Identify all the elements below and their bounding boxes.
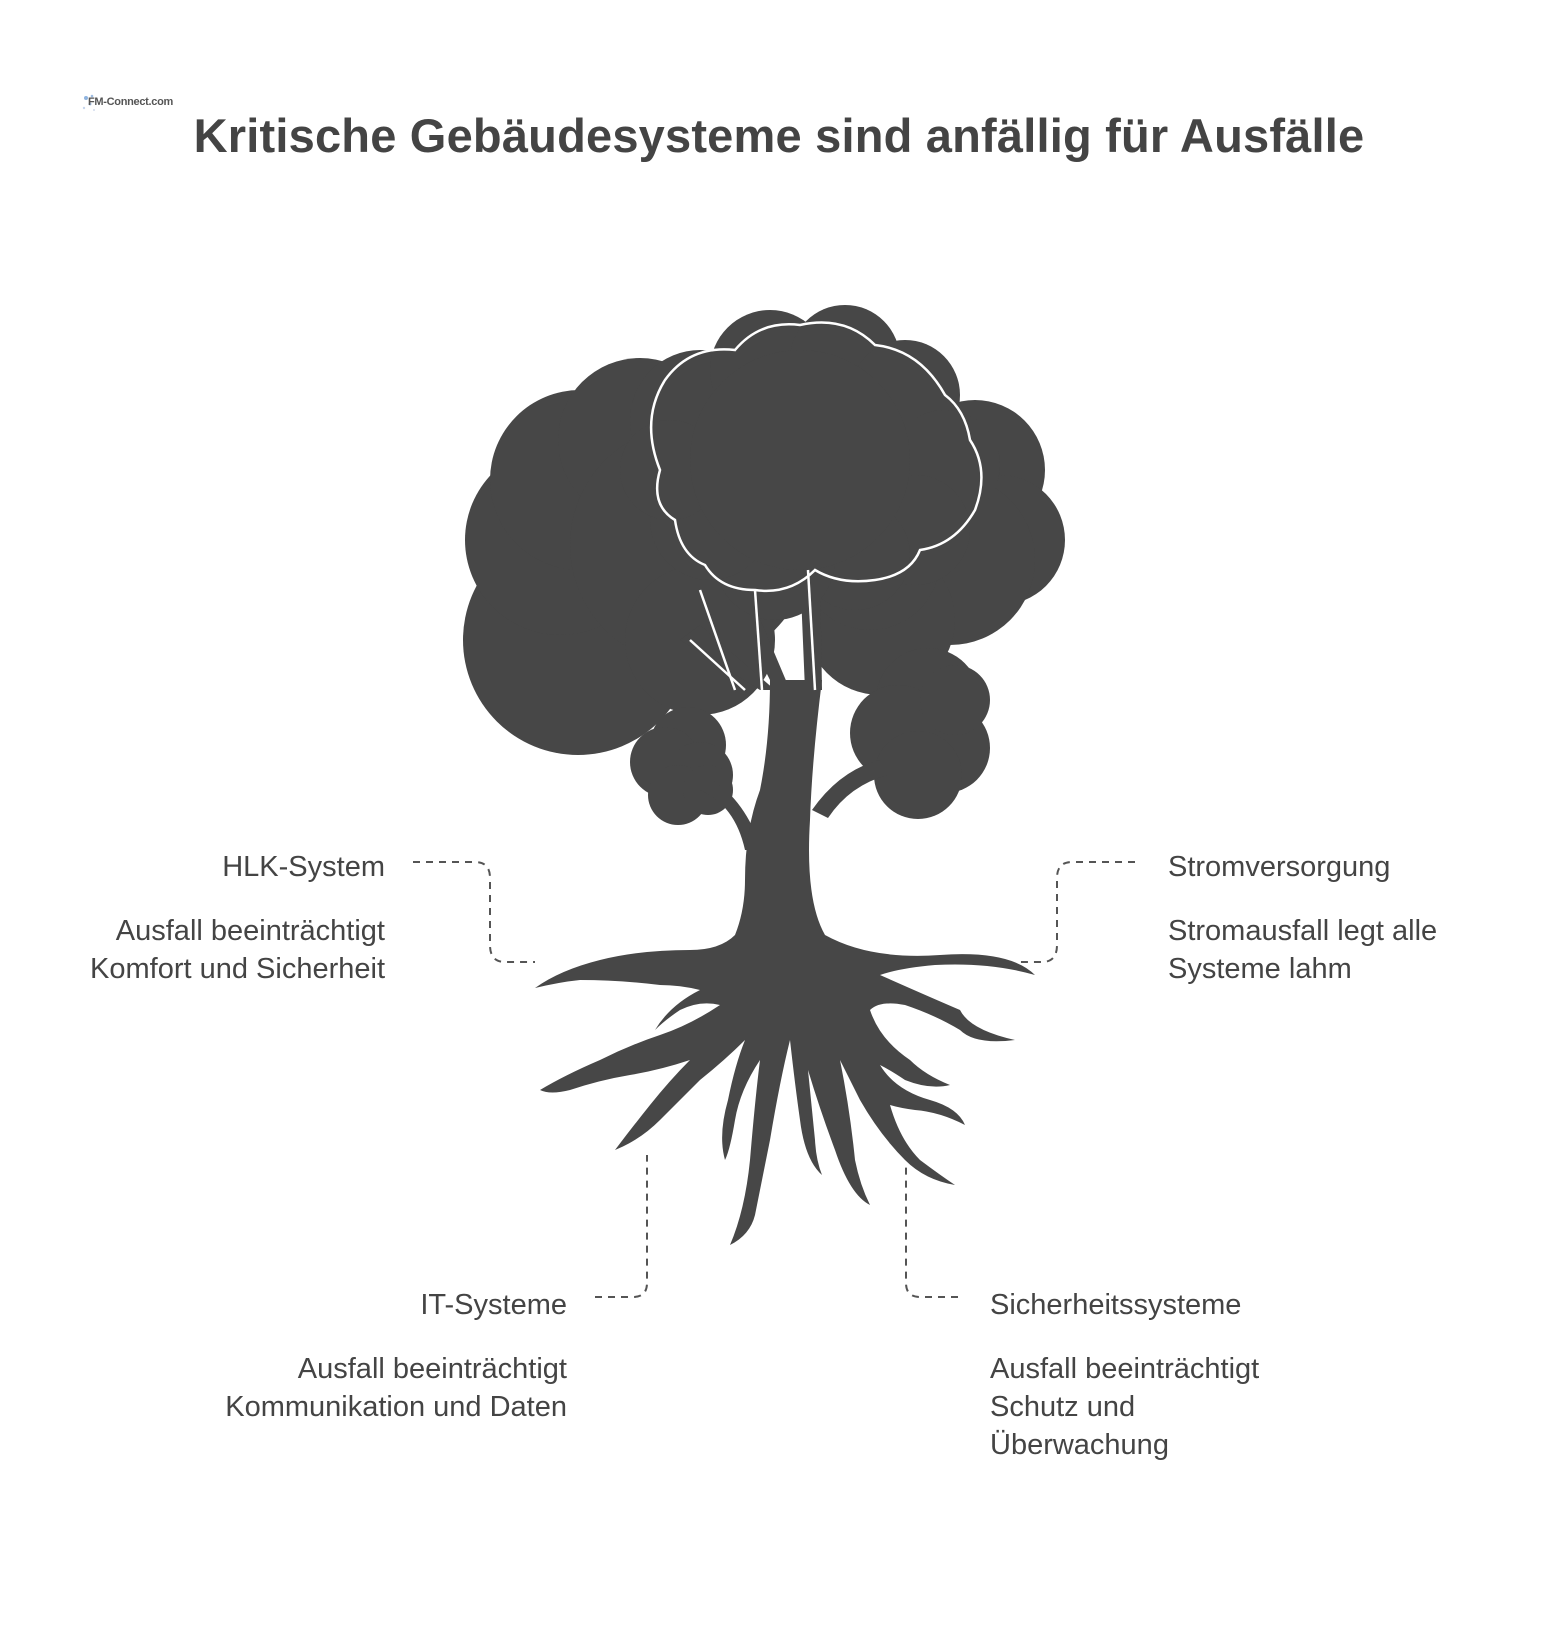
connector-sicher [906,1165,958,1297]
sicher-description: Ausfall beeinträchtigt Schutz und Überwachung [990,1353,1260,1461]
sicher-heading: Sicherheitssysteme [990,1289,1242,1321]
label-hlk-system [40,848,385,988]
logo-text: FM-Connect.com [88,96,174,108]
page-title: Kritische Gebäudesysteme sind anfällig für Ausfälle [193,109,1365,162]
label-stromversorgung [1168,848,1528,988]
strom-description: Stromausfall legt alle Systeme lahm [1168,915,1438,985]
label-it-systeme [200,1286,567,1426]
it-heading: IT-Systeme [420,1289,567,1321]
connector-strom [1018,862,1135,962]
connector-it [595,1155,647,1297]
connector-hlk [413,862,535,962]
hlk-description: Ausfall beeinträchtigt Komfort und Sicherheit [90,915,385,985]
hlk-heading: HLK-System [222,851,385,883]
strom-heading: Stromversorgung [1168,851,1391,883]
label-sicherheitssysteme [990,1286,1320,1464]
it-description: Ausfall beeinträchtigt Kommunikation und Daten [225,1353,567,1423]
